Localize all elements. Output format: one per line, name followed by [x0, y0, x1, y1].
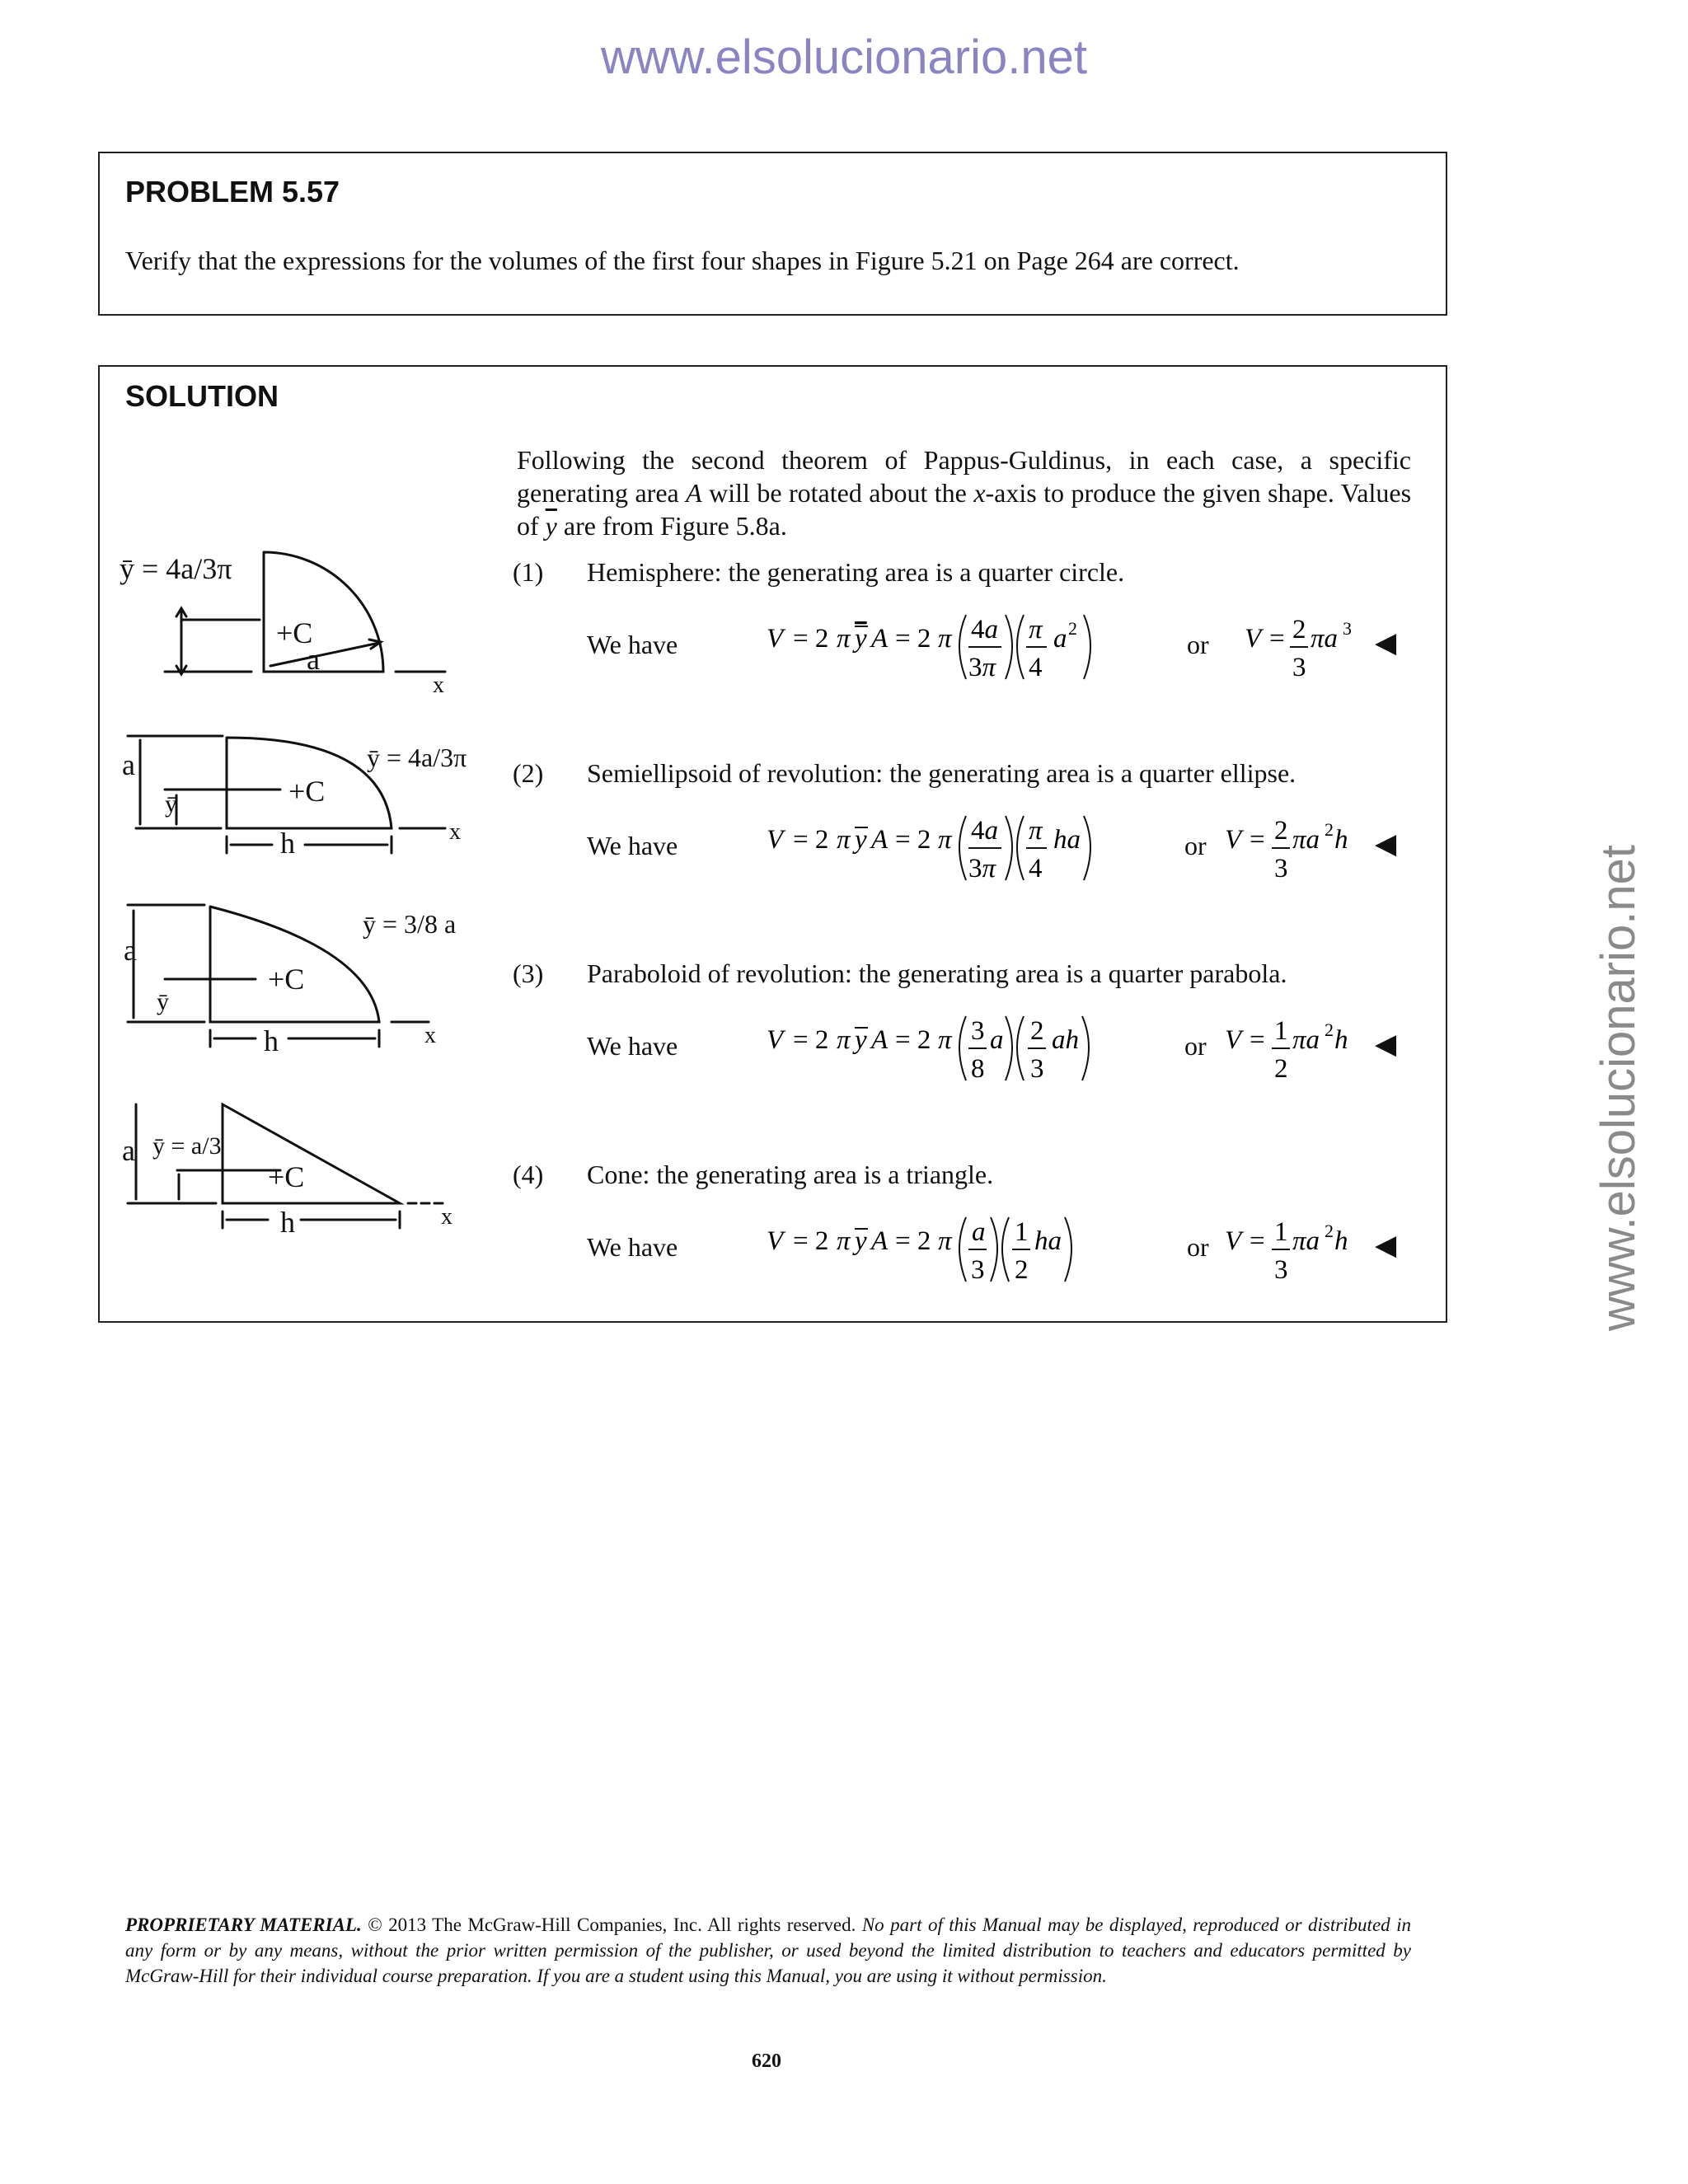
label-ybar: ȳ: [157, 988, 169, 1015]
svg-text:a: a: [972, 1217, 986, 1247]
end-marker-icon: ◀: [1375, 1029, 1397, 1060]
label-a: a: [307, 643, 320, 676]
svg-text:ha: ha: [1053, 825, 1081, 855]
svg-text:4a: 4a: [971, 816, 998, 846]
formula-cone: [758, 1211, 1352, 1293]
svg-text:1: 1: [1274, 1217, 1288, 1247]
item-text: Cone: the generating area is a triangle.: [587, 1160, 994, 1189]
svg-text:=: =: [1250, 825, 1265, 855]
svg-text:3: 3: [1292, 653, 1306, 682]
svg-text:3: 3: [971, 1016, 985, 1046]
svg-text:1: 1: [1274, 1016, 1288, 1046]
label-x: x: [433, 673, 444, 698]
sketches: [115, 527, 478, 1286]
svg-text:A: A: [871, 1226, 889, 1256]
svg-text:2: 2: [1325, 1221, 1334, 1241]
svg-text:V: V: [1225, 825, 1242, 855]
item-number: (3): [513, 958, 544, 988]
label-ybar-a-3: ȳ = a/3: [152, 1132, 222, 1160]
svg-text:= 2: = 2: [793, 624, 829, 654]
label-ybar-4a-3pi: ȳ = 4a/3π: [367, 743, 467, 772]
end-marker-icon: ◀: [1375, 1230, 1397, 1261]
svg-text:y: y: [855, 1226, 867, 1256]
svg-text:π: π: [837, 825, 851, 855]
label-a: a: [122, 1134, 135, 1167]
svg-text:h: h: [1334, 1025, 1348, 1055]
watermark-top: www.elsolucionario.net: [601, 30, 1087, 84]
svg-text:πa: πa: [1292, 825, 1320, 855]
svg-text:= 2: = 2: [793, 1025, 829, 1055]
svg-text:y: y: [855, 1025, 867, 1055]
label-ybar-3-8a: ȳ = 3/8 a: [363, 909, 457, 939]
svg-text:3: 3: [1274, 854, 1288, 883]
svg-text:2: 2: [1292, 615, 1306, 644]
footer-copyright: PROPRIETARY MATERIAL. © 2013 The McGraw-Hill Companies, Inc. All rights reserved. No part of this Manual may be displayed, reproduced or distributed in any form or by any means, without the prior written permission of the publisher, or used beyond the limited distribution to teachers and educators permitted by McGraw-Hill for their individual course preparation. If you are a student using this Manual, you are using it without permission.: [125, 1915, 1411, 1986]
label-a: a: [124, 934, 137, 967]
formula-paraboloid: [758, 1010, 1352, 1092]
svg-text:2: 2: [1274, 1054, 1288, 1084]
svg-text:2: 2: [1030, 1016, 1044, 1046]
item-number: (1): [513, 557, 544, 587]
or-label: or: [1184, 1031, 1207, 1061]
svg-text:a: a: [990, 1025, 1004, 1055]
svg-text:2: 2: [1068, 618, 1077, 639]
svg-text:h: h: [1334, 825, 1348, 855]
svg-text:4a: 4a: [971, 615, 998, 644]
svg-text:π: π: [1029, 615, 1043, 644]
label-centroid: +C: [268, 963, 305, 996]
svg-text:= 2: = 2: [895, 1226, 931, 1256]
svg-text:V: V: [767, 1226, 784, 1256]
svg-text:V: V: [1245, 624, 1262, 654]
svg-text:= 2: = 2: [895, 1025, 931, 1055]
svg-text:πa: πa: [1311, 624, 1339, 654]
svg-text:3π: 3π: [968, 653, 996, 682]
problem-heading: PROBLEM 5.57: [125, 175, 340, 209]
svg-text:π: π: [938, 624, 952, 654]
svg-text:=: =: [1250, 1226, 1265, 1256]
label-centroid: +C: [268, 1160, 305, 1193]
or-label: or: [1184, 831, 1207, 860]
label-h: h: [264, 1024, 279, 1057]
label-x: x: [449, 819, 461, 845]
label-ybar-4a-3pi: ȳ = 4a/3π: [120, 552, 232, 585]
svg-text:V: V: [767, 1025, 784, 1055]
svg-text:a: a: [1053, 624, 1067, 654]
svg-text:y: y: [855, 825, 867, 855]
svg-text:4: 4: [1029, 653, 1043, 682]
item-number: (2): [513, 758, 544, 788]
item-text: Hemisphere: the generating area is a quarter circle.: [587, 557, 1125, 587]
svg-text:π: π: [938, 1025, 952, 1055]
svg-text:2: 2: [1325, 819, 1334, 840]
svg-text:3: 3: [1030, 1054, 1044, 1084]
label-x: x: [424, 1023, 436, 1048]
svg-text:2: 2: [1274, 816, 1288, 846]
svg-text:2: 2: [1325, 1019, 1334, 1040]
triangle-shape: [223, 1104, 400, 1203]
svg-text:π: π: [837, 624, 851, 654]
svg-text:π: π: [938, 825, 952, 855]
svg-text:4: 4: [1029, 854, 1043, 883]
svg-text:y: y: [855, 624, 867, 654]
label-h: h: [280, 1206, 295, 1239]
svg-text:h: h: [1334, 1226, 1348, 1256]
formula-hemisphere: [758, 608, 1352, 691]
label-x: x: [441, 1204, 452, 1230]
problem-statement: Verify that the expressions for the volumes of the first four shapes in Figure 5.21 on Page 264 are correct.: [125, 246, 1240, 275]
item-text: Paraboloid of revolution: the generating area is a quarter parabola.: [587, 958, 1287, 988]
solution-intro: Following the second theorem of Pappus-Guldinus, in each case, a specific generating area A will be rotated about the x-axis to produce the given shape. Values of $\overline{y}$ are from Figure 5.8a.: [517, 445, 1412, 541]
or-label: or: [1187, 630, 1209, 659]
page-number: 620: [752, 2050, 781, 2072]
svg-text:=: =: [1269, 624, 1285, 654]
svg-text:3: 3: [971, 1255, 985, 1285]
we-have-label: We have: [587, 1031, 678, 1061]
svg-text:2: 2: [1015, 1255, 1029, 1285]
item-text: Semiellipsoid of revolution: the generating area is a quarter ellipse.: [587, 758, 1296, 788]
label-ybar: ȳ: [165, 790, 177, 818]
or-label: or: [1187, 1232, 1209, 1262]
end-marker-icon: ◀: [1375, 628, 1397, 658]
label-a: a: [122, 748, 135, 781]
svg-text:V: V: [1225, 1025, 1242, 1055]
svg-text:3: 3: [1343, 618, 1352, 639]
svg-text:V: V: [767, 825, 784, 855]
svg-text:1: 1: [1015, 1217, 1029, 1247]
watermark-side: www.elsolucionario.net: [1592, 845, 1645, 1331]
item-number: (4): [513, 1160, 544, 1189]
solution-heading: SOLUTION: [125, 379, 279, 413]
svg-text:πa: πa: [1292, 1025, 1320, 1055]
svg-text:V: V: [1225, 1226, 1242, 1256]
label-h: h: [280, 827, 295, 860]
svg-text:= 2: = 2: [793, 825, 829, 855]
svg-text:= 2: = 2: [793, 1226, 829, 1256]
svg-text:=: =: [1250, 1025, 1265, 1055]
svg-text:ah: ah: [1052, 1025, 1079, 1055]
svg-text:= 2: = 2: [895, 624, 931, 654]
we-have-label: We have: [587, 630, 678, 659]
svg-text:π: π: [837, 1025, 851, 1055]
svg-text:π: π: [837, 1226, 851, 1256]
svg-text:A: A: [871, 624, 889, 654]
label-centroid: +C: [288, 775, 326, 808]
svg-text:3π: 3π: [968, 854, 996, 883]
svg-text:V: V: [767, 624, 784, 654]
label-centroid: +C: [276, 616, 313, 649]
svg-text:8: 8: [971, 1054, 985, 1084]
svg-text:π: π: [1029, 816, 1043, 846]
we-have-label: We have: [587, 1232, 678, 1262]
svg-text:A: A: [871, 825, 889, 855]
svg-text:π: π: [938, 1226, 952, 1256]
svg-text:3: 3: [1274, 1255, 1288, 1285]
svg-text:πa: πa: [1292, 1226, 1320, 1256]
end-marker-icon: ◀: [1375, 829, 1397, 860]
we-have-label: We have: [587, 831, 678, 860]
svg-text:= 2: = 2: [895, 825, 931, 855]
svg-text:A: A: [871, 1025, 889, 1055]
svg-text:ha: ha: [1034, 1226, 1062, 1256]
formula-semiellipsoid: [758, 809, 1352, 892]
